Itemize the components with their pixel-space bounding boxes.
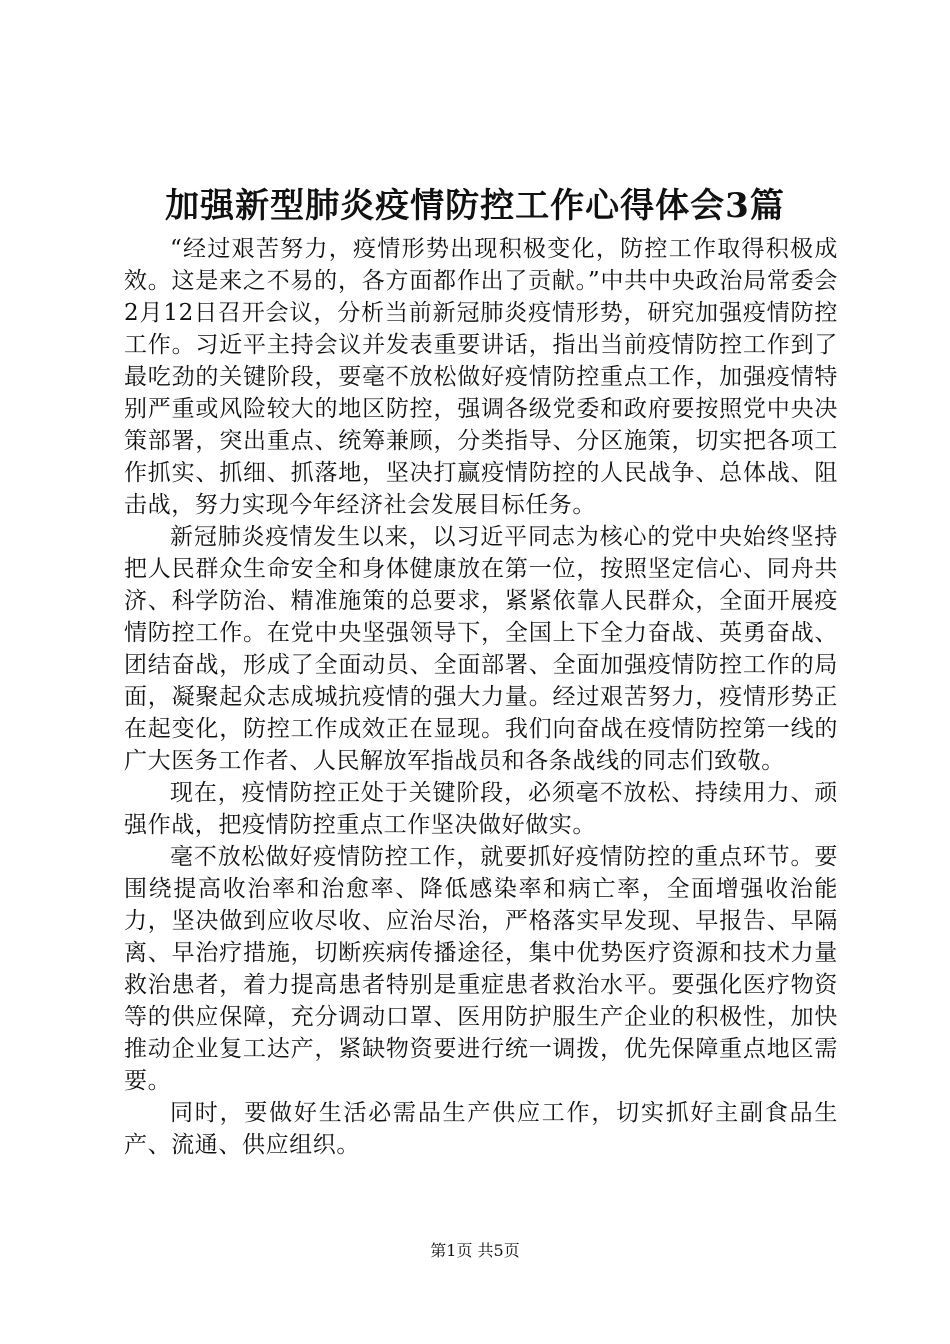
page-number-footer: 第1页 共5页 [430,1241,520,1260]
paragraph-2: 新冠肺炎疫情发生以来，以习近平同志为核心的党中央始终坚持把人民群众生命安全和身体健康放在第一位，按照坚定信心、同舟共济、科学防治、精准施策的总要求，紧紧依靠人民群众，全面开展疫情防控工作。在党中央坚强领导下，全国上下全力奋战、英勇奋战、团结奋战，形成了全面动员、全面部署、全面加强疫情防控工作的局面，凝聚起众志成城抗疫情的强大力量。经过艰苦努力，疫情形势正在起变化，防控工作成效正在显现。我们向奋战在疫情防控第一线的广大医务工作者、人民解放军指战员和各条战线的同志们致敬。 [124,524,838,774]
document-title: 加强新型肺炎疫情防控工作心得体会3篇 [165,186,785,226]
paragraph-1: “经过艰苦努力，疫情形势出现积极变化，防控工作取得积极成效。这是来之不易的，各方面都作出了贡献。”中共中央政治局常委会2月12日召开会议，分析当前新冠肺炎疫情形势，研究加强疫情防控工作。习近平主持会议并发表重要讲话，指出当前疫情防控工作到了最吃劲的关键阶段，要毫不放松做好疫情防控重点工作，加强疫情特别严重或风险较大的地区防控，强调各级党委和政府要按照党中央决策部署，突出重点、统筹兼顾，分类指导、分区施策，切实把各项工作抓实、抓细、抓落地，坚决打赢疫情防控的人民战争、总体战、阻击战，努力实现今年经济社会发展目标任务。 [124,236,838,518]
paragraph-5: 同时，要做好生活必需品生产供应工作，切实抓好主副食品生产、流通、供应组织。 [124,1100,838,1158]
document-body [124,233,838,1161]
paragraph-3: 现在，疫情防控正处于关键阶段，必须毫不放松、持续用力、顽强作战，把疫情防控重点工作坚决做好做实。 [124,780,838,838]
paragraph-4: 毫不放松做好疫情防控工作，就要抓好疫情防控的重点环节。要围绕提高收治率和治愈率、降低感染率和病亡率，全面增强收治能力，坚决做到应收尽收、应治尽治，严格落实早发现、早报告、早隔离、早治疗措施，切断疾病传播途径，集中优势医疗资源和技术力量救治患者，着力提高患者特别是重症患者救治水平。要强化医疗物资等的供应保障，充分调动口罩、医用防护服生产企业的积极性，加快推动企业复工达产，紧缺物资要进行统一调拨，优先保障重点地区需要。 [124,844,838,1094]
